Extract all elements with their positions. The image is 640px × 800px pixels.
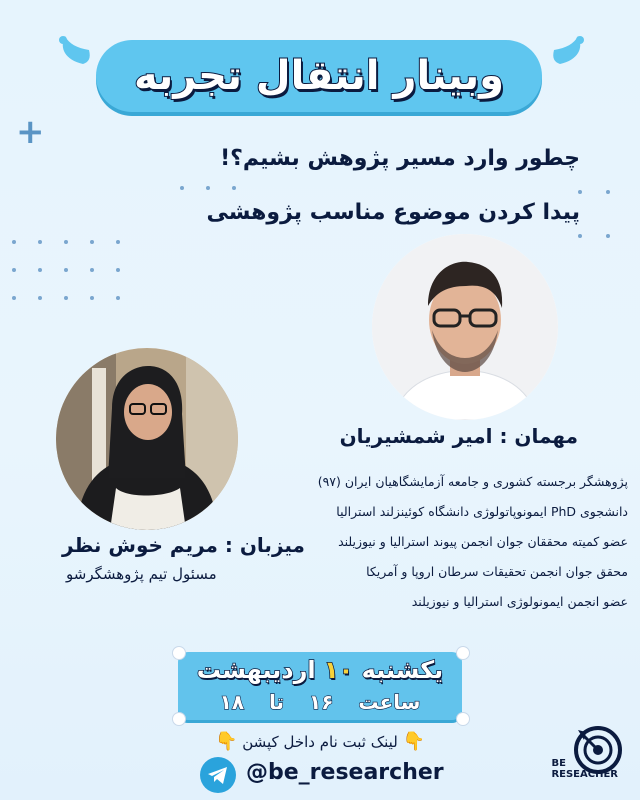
register-note <box>0 731 640 752</box>
title-banner <box>96 40 542 112</box>
page-title: وبینار انتقال تجربه <box>133 53 505 99</box>
event-day: یکشنبه <box>361 656 444 684</box>
pointing-hand-icon: 👇 <box>402 731 425 752</box>
event-date <box>178 656 462 684</box>
telegram-icon[interactable] <box>200 757 236 793</box>
guest-bio-list <box>208 470 628 620</box>
pointing-hand-icon: 👇 <box>215 731 238 752</box>
target-icon <box>556 722 626 792</box>
event-date-box <box>178 652 462 720</box>
brand-logo: BE RESEACHER <box>551 758 618 780</box>
guest-name: مهمان : امیر شمشیریان <box>339 424 578 448</box>
dot-row-decoration <box>180 186 260 196</box>
bio-item: محقق جوان انجمن تحقیقات سرطان اروپا و آمریکا <box>366 564 628 579</box>
water-drop-icon <box>548 30 588 66</box>
question-heading: چطور وارد مسیر پژوهش بشیم؟! <box>220 146 580 171</box>
dot-grid-decoration <box>12 240 152 310</box>
host-name: میزبان : مریم خوش نظر <box>62 533 305 557</box>
pin-icon <box>456 712 470 726</box>
host-role: مسئول تیم پژوهشگرشو <box>66 565 217 583</box>
bio-item: عضو کمیته محققان جوان انجمن پیوند استرالیا و نیوزیلند <box>338 534 628 549</box>
bio-item: عضو انجمن ایمونولوژی استرالیا و نیوزیلند <box>411 594 628 609</box>
water-drop-icon <box>55 30 95 66</box>
topic-heading: پیدا کردن موضوع مناسب پژوهشی <box>206 200 580 225</box>
event-month: اردیبهشت <box>196 656 316 684</box>
register-text: لینک ثبت نام داخل کپشن <box>242 733 398 751</box>
guest-photo <box>372 234 558 420</box>
pin-icon <box>172 712 186 726</box>
bio-item: دانشجوی PhD ایمونوپاتولوژی دانشگاه کوئینزلند استرالیا <box>336 504 628 519</box>
dot-grid-decoration <box>578 190 638 280</box>
telegram-handle[interactable]: @be_researcher <box>246 760 444 785</box>
event-time: ساعت ۱۶ تا ۱۸ <box>219 690 421 714</box>
pin-icon <box>456 646 470 660</box>
event-day-number: ۱۰ <box>324 656 354 684</box>
bio-item: پژوهشگر برجسته کشوری و جامعه آزمایشگاهیان ایران (۹۷) <box>317 474 628 489</box>
plus-icon: + <box>16 112 45 152</box>
pin-icon <box>172 646 186 660</box>
